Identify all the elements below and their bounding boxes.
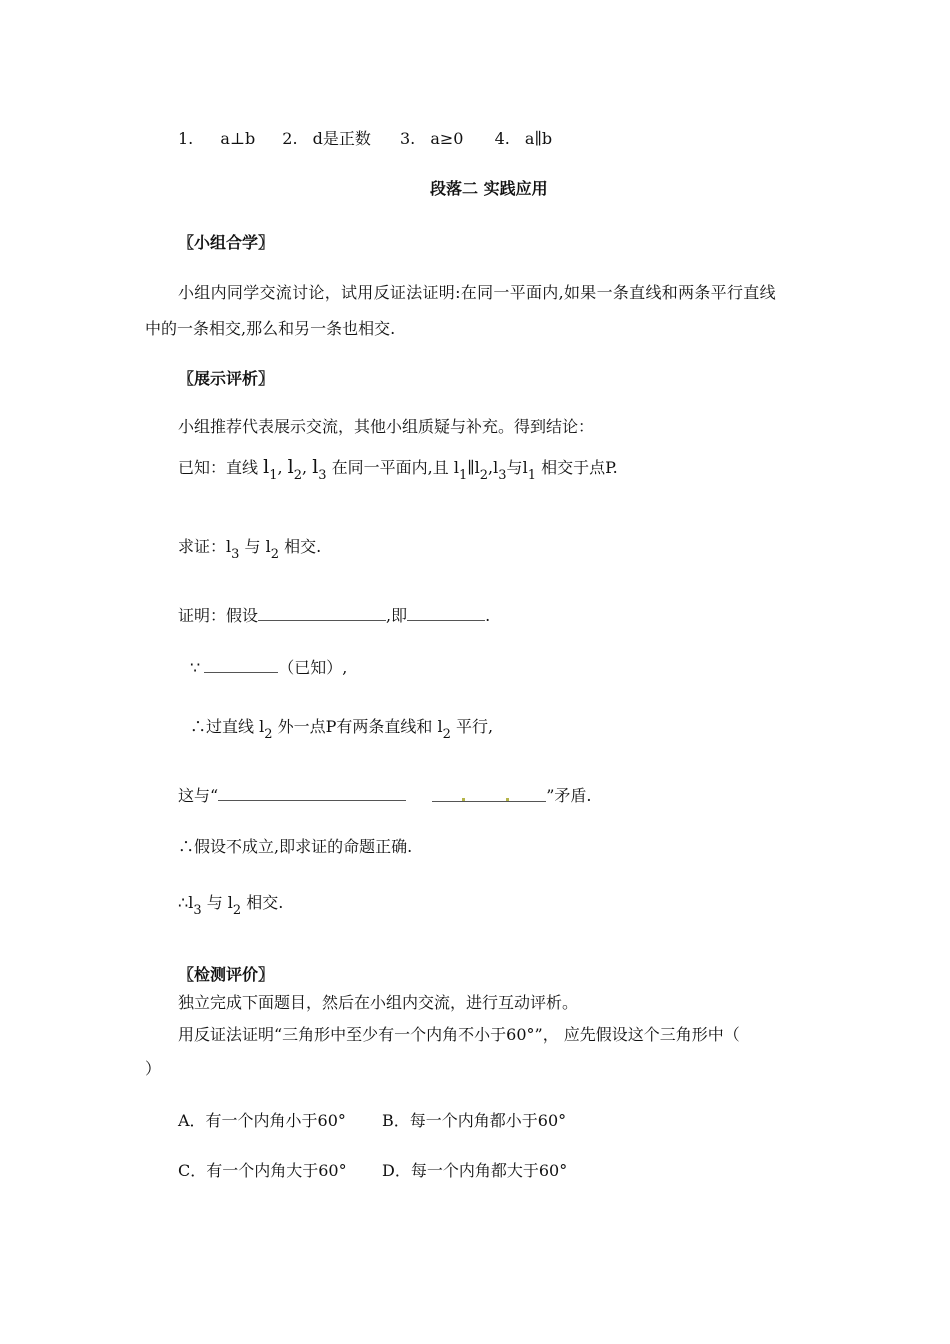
line-l2-subscript: 2	[293, 468, 303, 483]
given-with: 与	[506, 458, 523, 477]
answer-number-3: 3.	[399, 129, 416, 148]
assessment-question-close: ）	[145, 1059, 162, 1078]
assessment-question: 用反证法证明“三角形中至少有一个内角不小于60°”， 应先假设这个三角形中（	[178, 1025, 740, 1044]
line-l3-letter: l	[188, 893, 194, 912]
answer-2: d是正数	[312, 129, 371, 148]
proof-line5: ∴假设不成立,即求证的命题正确.	[178, 837, 413, 856]
fill-blank-known[interactable]	[204, 656, 278, 673]
proof-line3-prefix: ∴过直线	[190, 717, 255, 736]
group-study-heading: 〖小组合学〗	[178, 233, 275, 252]
line-l1-letter: l	[263, 456, 270, 478]
line-l1-subscript: 1	[458, 468, 468, 483]
mark-dot	[506, 798, 509, 801]
line-l2-letter: l	[437, 717, 443, 736]
section-title: 段落二 实践应用	[430, 179, 548, 198]
proof-line6-with: 与	[206, 893, 223, 912]
prove-suffix: 相交.	[284, 537, 322, 556]
assessment-intro: 独立完成下面题目，然后在小组内交流，进行互动评析。	[178, 993, 579, 1012]
fill-blank-assumption[interactable]	[258, 604, 386, 621]
proof-line3	[190, 716, 493, 740]
proof-line6	[178, 892, 283, 916]
given-statement	[178, 456, 618, 481]
line-l2-subscript: 2	[232, 903, 242, 918]
prove-statement	[178, 536, 321, 560]
line-l2-letter: l	[265, 537, 271, 556]
line-l2-letter: l	[227, 893, 233, 912]
mark-dot	[462, 798, 465, 801]
line-l3-subscript: 3	[193, 903, 202, 918]
fill-blank-that-is[interactable]	[407, 604, 485, 621]
prove-with: 与	[244, 537, 261, 556]
proof-known-suffix: （已知）,	[278, 658, 348, 677]
line-l3-letter: l	[312, 456, 319, 478]
line-l1-subscript: 1	[527, 468, 536, 483]
option-d[interactable]: D．每一个内角都大于60°	[382, 1161, 568, 1180]
proof-contradiction-prefix: 这与“	[178, 786, 219, 805]
therefore-symbol: ∴	[178, 893, 189, 912]
line-l1-letter: l	[522, 458, 528, 477]
proof-line6-suffix: 相交.	[246, 893, 284, 912]
presentation-heading: 〖展示评析〗	[178, 369, 275, 388]
proof-contradiction-suffix: ”矛盾.	[546, 786, 592, 805]
line-l2-subscript: 2	[264, 727, 273, 742]
proof-line4	[178, 784, 591, 807]
fill-blank-contradiction-part2[interactable]	[432, 785, 546, 802]
prove-prefix: 求证：	[178, 537, 227, 556]
comma: ,	[488, 458, 494, 477]
proof-that-is: ,即	[386, 606, 408, 625]
proof-line3-suffix: 平行,	[455, 717, 494, 736]
line-l2-letter: l	[287, 456, 294, 478]
answer-1: a⊥b	[220, 129, 256, 148]
line-l1-letter: l	[453, 458, 459, 477]
answer-4: a∥b	[524, 129, 553, 148]
option-c[interactable]: C．有一个内角大于60°	[178, 1161, 347, 1180]
group-study-text-line1: 小组内同学交流讨论，试用反证法证明:在同一平面内,如果一条直线和两条平行直线	[178, 283, 776, 302]
option-b[interactable]: B．每一个内角都小于60°	[382, 1111, 567, 1130]
line-l3-subscript: 3	[498, 468, 507, 483]
line-l3-subscript: 3	[231, 547, 240, 562]
proof-assume-prefix: 证明：假设	[178, 606, 259, 625]
answer-number-4: 4.	[494, 129, 510, 148]
line-l2-letter: l	[259, 717, 265, 736]
proof-line2	[190, 656, 347, 679]
parallel-symbol: ∥	[467, 458, 475, 477]
assessment-heading: 〖检测评价〗	[178, 965, 275, 984]
answer-number-1: 1.	[178, 129, 194, 148]
proof-line1-end: .	[485, 606, 491, 625]
comma: ,	[277, 458, 283, 477]
answer-3: a≥0	[430, 129, 464, 148]
option-a[interactable]: A．有一个内角小于60°	[178, 1111, 346, 1130]
group-study-text-line2: 中的一条相交,那么和另一条也相交.	[145, 319, 396, 338]
proof-line1	[178, 604, 490, 627]
line-l2-subscript: 2	[479, 468, 489, 483]
given-suffix: 相交于点P.	[541, 458, 618, 477]
given-prefix: 已知：直线	[178, 458, 259, 477]
line-l2-subscript: 2	[270, 547, 280, 562]
because-symbol: ∵	[190, 658, 201, 677]
answers-row	[178, 128, 552, 150]
line-l3-letter: l	[493, 458, 499, 477]
line-l3-subscript: 3	[318, 468, 327, 483]
presentation-intro: 小组推荐代表展示交流，其他小组质疑与补充。得到结论：	[178, 417, 595, 436]
given-mid: 在同一平面内,且	[331, 458, 449, 477]
line-l1-subscript: 1	[269, 468, 278, 483]
fill-blank-contradiction-part1[interactable]	[218, 784, 406, 801]
line-l3-letter: l	[226, 537, 232, 556]
proof-line3-mid: 外一点P有两条直线和	[277, 717, 433, 736]
line-l2-letter: l	[474, 458, 480, 477]
answer-number-2: 2.	[282, 129, 298, 148]
line-l2-subscript: 2	[442, 727, 451, 742]
comma: ,	[302, 458, 308, 477]
